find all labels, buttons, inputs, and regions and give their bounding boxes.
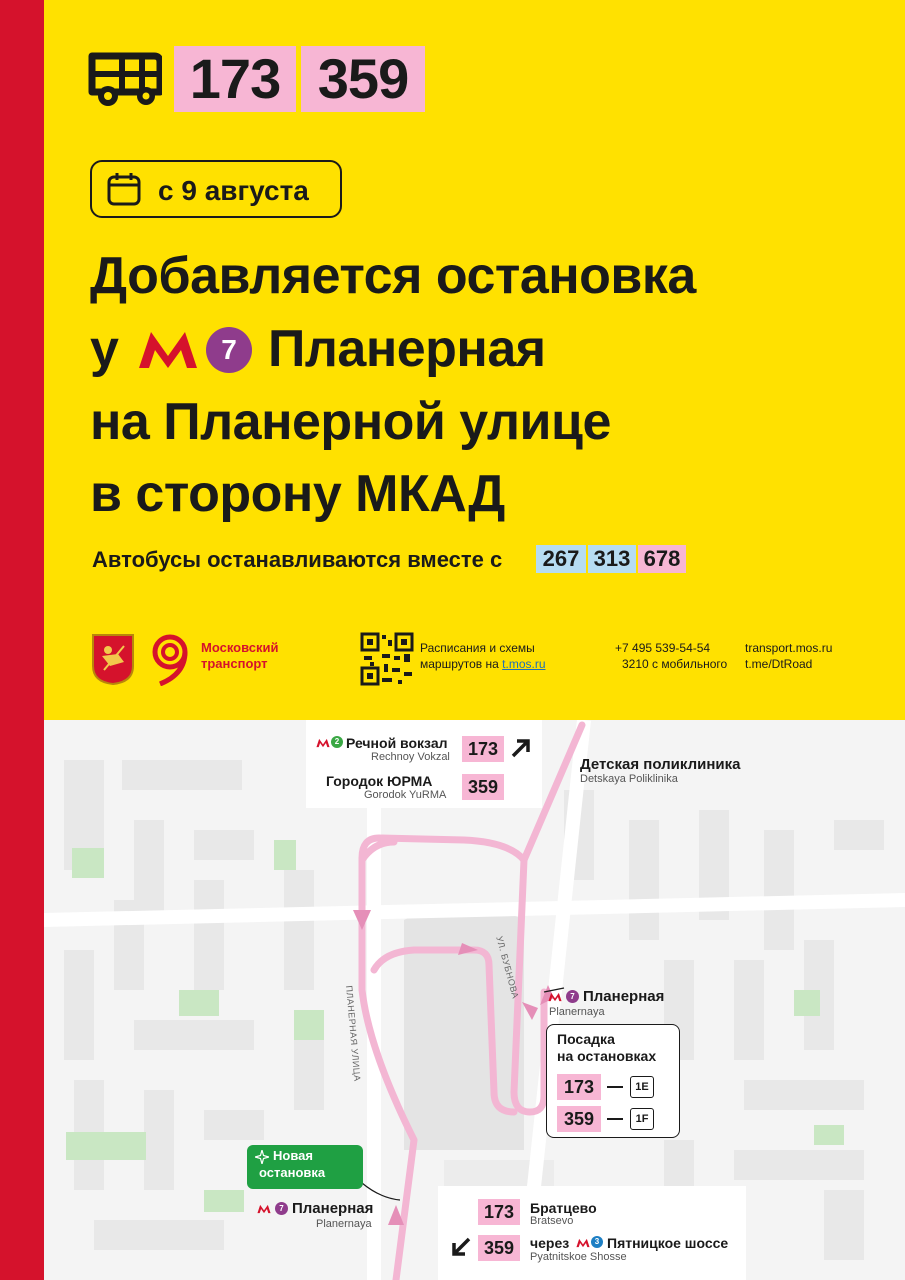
boarding-title-line-2: на остановках	[557, 1048, 657, 1064]
metro-logo-icon	[137, 330, 199, 370]
boarding-title-line-1: Посадка	[557, 1031, 615, 1047]
poi-name-latin: Detskaya Poliklinika	[580, 773, 678, 785]
metro-station-name: Планерная	[583, 988, 665, 1005]
bus-icon	[88, 48, 162, 110]
destination-name-latin: Bratsevo	[530, 1215, 574, 1227]
route-badge-173: 173	[557, 1074, 601, 1100]
logo-text-line-2: транспорт	[201, 656, 268, 671]
destination-name-latin: Rechnoy Vokzal	[371, 751, 450, 763]
new-stop-label-line-2: остановка	[259, 1165, 326, 1180]
moscow-transport-logo-icon	[146, 632, 192, 686]
metro-station-name-latin: Planernaya	[549, 1006, 605, 1018]
route-badge-359: 359	[301, 46, 425, 112]
metro-line-7-badge: 7	[275, 1202, 288, 1215]
joint-route-678: 678	[638, 545, 686, 573]
arrow-down-left-icon	[450, 1236, 472, 1258]
metro-logo-icon	[548, 992, 562, 1002]
route-map	[44, 720, 905, 1280]
stop-code-badge: 1F	[630, 1108, 654, 1130]
moscow-coat-of-arms-icon	[90, 632, 136, 686]
sparkle-icon	[255, 1150, 269, 1164]
destination-name-latin: Gorodok YuRMA	[364, 789, 447, 801]
schedule-link[interactable]: t.mos.ru	[502, 657, 546, 671]
route-badge-173: 173	[462, 736, 504, 762]
dash-divider	[607, 1086, 623, 1088]
metro-line-3-badge: 3	[591, 1236, 603, 1248]
metro-line-7-badge: 7	[206, 327, 252, 373]
route-badge-359: 359	[557, 1106, 601, 1132]
arrow-up-right-icon	[510, 737, 532, 759]
poi-name: Детская поликлиника	[580, 756, 741, 773]
qr-code-icon[interactable]	[360, 632, 414, 686]
calendar-icon	[106, 171, 142, 207]
destination-name: Пятницкое шоссе	[607, 1235, 729, 1251]
dash-divider	[607, 1118, 623, 1120]
destination-name: Городок ЮРМА	[326, 773, 433, 789]
subline-text: Автобусы останавливаются вместе с	[92, 547, 503, 572]
metro-logo-icon	[576, 1238, 590, 1248]
destination-name: Братцево	[530, 1200, 597, 1216]
metro-logo-icon	[316, 738, 330, 748]
route-badge-359: 359	[478, 1235, 520, 1261]
route-badge-173: 173	[478, 1199, 520, 1225]
telegram-url[interactable]: t.me/DtRoad	[745, 657, 813, 671]
short-phone: 3210 с мобильного	[622, 657, 728, 671]
new-stop-station-name-latin: Planernaya	[316, 1218, 372, 1230]
via-label: через	[530, 1235, 570, 1251]
red-side-stripe	[0, 0, 44, 1280]
schedule-text-line-1: Расписания и схемы	[420, 641, 535, 655]
new-stop-label-line-1: Новая	[273, 1148, 313, 1163]
site-url[interactable]: transport.mos.ru	[745, 641, 833, 655]
destination-name-latin: Pyatnitskoe Shosse	[530, 1251, 627, 1263]
metro-line-7-badge: 7	[566, 990, 579, 1003]
date-text: с 9 августа	[158, 175, 309, 206]
joint-route-267: 267	[536, 545, 586, 573]
destination-name: Речной вокзал	[346, 735, 448, 751]
joint-route-313: 313	[588, 545, 636, 573]
metro-line-2-badge: 2	[331, 736, 343, 748]
logo-text-line-1: Московский	[201, 640, 279, 655]
headline-line-3: на Планерной улице	[90, 393, 611, 451]
street-label-bubnova: УЛ. БУБНОВА	[494, 935, 521, 1000]
route-badge-359: 359	[462, 774, 504, 800]
metro-logo-icon	[257, 1204, 271, 1214]
headline-line-4: в сторону МКАД	[90, 465, 505, 523]
headline-line-1: Добавляется остановка	[90, 247, 696, 305]
headline-line-2: Планерная	[268, 320, 546, 378]
phone-number: +7 495 539-54-54	[615, 641, 711, 655]
stop-code-badge: 1E	[630, 1076, 654, 1098]
schedule-text-line-2: маршрутов на	[420, 657, 499, 671]
street-label-planernaya: ПЛАНЕРНАЯ УЛИЦА	[344, 985, 363, 1082]
new-stop-station-name: Планерная	[292, 1200, 374, 1217]
route-badge-173: 173	[174, 46, 296, 112]
headline-prefix: у	[90, 320, 119, 378]
